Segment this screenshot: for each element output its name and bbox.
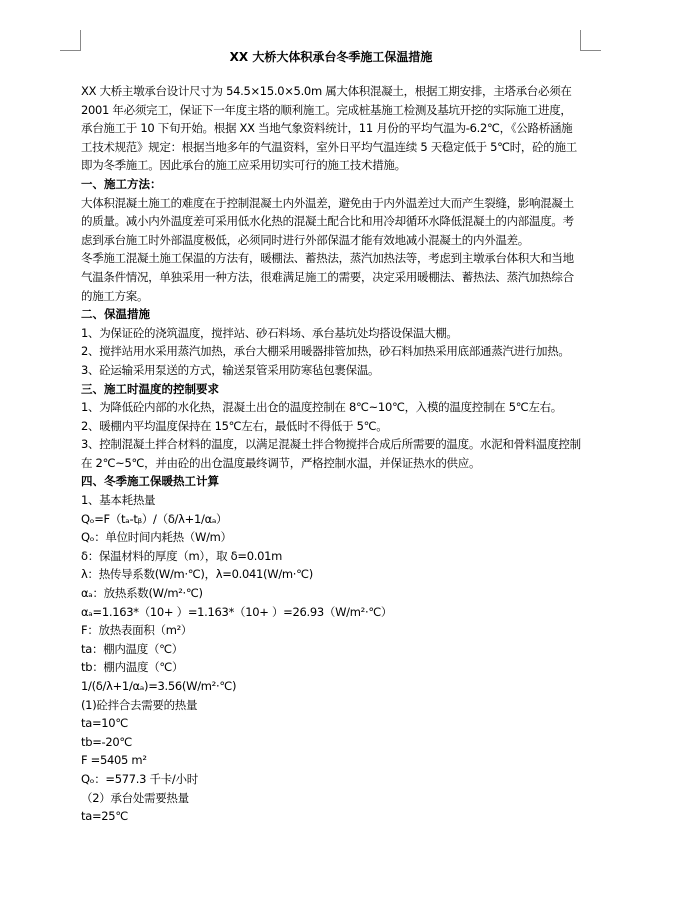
paragraph: Qₒ：=577.3 千卡/小时: [81, 771, 198, 786]
section-heading: 一、施工方法：: [81, 176, 162, 191]
crop-mark-top-right: [580, 30, 601, 51]
paragraph: 1/(δ/λ+1/αₐ)=3.56(W/m²·℃): [81, 679, 237, 693]
document-body: [81, 48, 581, 826]
paragraph: 2、搅拌站用水采用蒸汽加热，承台大棚采用暖器排管加热，砂石料加热采用底部通蒸汽进行加热。: [81, 344, 570, 359]
paragraph: 冬季施工混凝土施工保温的方法有，暖棚法、蓄热法，蒸汽加热法等，考虑到主墩承台体积大和当地气温条件情况，单独采用一种方法，很难满足施工的需要，决定采用暖棚法、蓄热法、蒸汽加热综合的施工方案。: [81, 251, 574, 303]
section-heading: 四、冬季施工保暖热工计算: [81, 474, 219, 489]
paragraph: λ：热传导系数(W/m·℃)，λ=0.041(W/m·℃): [81, 567, 313, 582]
paragraph: (1)砼拌合去需要的热量: [81, 697, 198, 712]
paragraph: Qₒ=F（tₐ-tᵦ）/（δ/λ+1/αₐ）: [81, 511, 228, 526]
paragraph: αₐ=1.163*（10+ ）=1.163*（10+ ）=26.93（W/m²·℃）: [81, 604, 393, 619]
paragraph: 1、基本耗热量: [81, 493, 156, 508]
paragraph: tb=-20℃: [81, 734, 133, 749]
paragraph: XX 大桥主墩承台设计尺寸为 54.5×15.0×5.0m 属大体积混凝土，根据工期安排，主塔承台必须在 2001 年必须完工，保证下一年度主塔的顺利施工。完成桩基施工检测及基坑开挖的实际施工进度，承台施工于 10 下旬开始。根据 XX 当地气象资料统计，11 月份的平均气温为-6.2℃，《公路桥涵施工技术规范》规定：根据当地多年的气温资料，室外日平均气温连续 5 天稳定低于 5℃时，砼的施工即为冬季施工。因此承台的施工应采用切实可行的施工技术措施。: [81, 84, 577, 173]
paragraph: （2）承台处需要热量: [81, 790, 189, 805]
section-heading: 三、施工时温度的控制要求: [81, 381, 219, 396]
paragraph: tb：棚内温度（℃）: [81, 660, 184, 675]
paragraph: ta=10℃: [81, 716, 128, 731]
crop-mark-top-left: [60, 30, 81, 51]
document-title: XX 大桥大体积承台冬季施工保温措施: [229, 50, 433, 64]
paragraph: 1、为保证砼的浇筑温度，搅拌站、砂石料场、承台基坑处均搭设保温大棚。: [81, 325, 458, 340]
paragraph: ta=25℃: [81, 809, 128, 824]
paragraph: F =5405 m²: [81, 753, 147, 768]
paragraph: ta：棚内温度（℃）: [81, 641, 183, 656]
section-heading: 二、保温措施: [81, 307, 150, 322]
paragraph: F：放热表面积（m²）: [81, 623, 193, 638]
paragraph: 大体积混凝土施工的难度在于控制混凝土内外温差，避免由于内外温差过大而产生裂缝，影响混凝土的质量。减小内外温度差可采用低水化热的混凝土配合比和用冷却循环水降低混凝土的内部温度。考虑到承台施工时外部温度极低，必须同时进行外部保温才能有效地减小混凝土的内外温差。: [81, 195, 574, 247]
paragraph: 3、砼运输采用泵送的方式，输送泵管采用防寒毡包裹保温。: [81, 362, 380, 377]
paragraph-list: [81, 82, 581, 826]
paragraph: 2、暖棚内平均温度保持在 15℃左右，最低时不得低于 5℃。: [81, 418, 388, 433]
paragraph: δ：保温材料的厚度（m），取 δ=0.01m: [81, 548, 283, 563]
paragraph: Qₒ：单位时间内耗热（W/m）: [81, 530, 232, 545]
paragraph: 1、为降低砼内部的水化热，混凝土出仓的温度控制在 8℃~10℃，入模的温度控制在 5℃左右。: [81, 400, 562, 415]
paragraph: 3、控制混凝土拌合材料的温度，以满足混凝土拌合物搅拌合成后所需要的温度。水泥和骨料温度控制在 2℃~5℃，并由砼的出仓温度最终调节，严格控制水温，并保证热水的供应。: [81, 437, 581, 470]
paragraph: αₐ：放热系数(W/m²·℃): [81, 586, 203, 601]
